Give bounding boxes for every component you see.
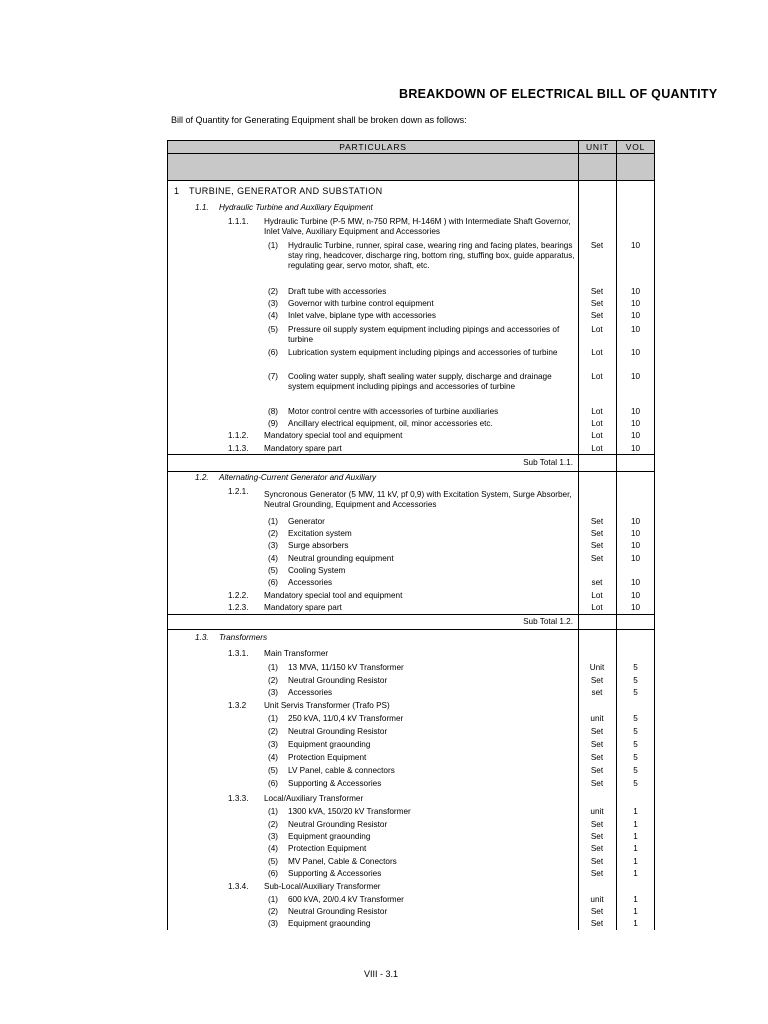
intro-text: Bill of Quantity for Generating Equipment shall be broken down as follows:: [171, 115, 467, 125]
subtotal-1-1-top: [167, 454, 655, 455]
page-title: BREAKDOWN OF ELECTRICAL BILL OF QUANTITY: [399, 87, 718, 101]
header-band: [167, 154, 655, 181]
col-header-unit: UNIT: [578, 140, 617, 154]
table-border-left: [167, 140, 168, 930]
col-header-particulars: PARTICULARS: [167, 140, 579, 154]
page-number: VIII - 3.1: [364, 969, 399, 979]
boq-table: PARTICULARS UNIT VOL 1 TURBINE, GENERATOR AND SUBSTATION 1.1. Hydraulic Turbine and Auxiliary Equipment 1.1.1. Hydraulic Turbine (P-5 MW, n-750 RPM, H-146M ) with Intermediate Shaft Governor, Inlet Valve, Auxiliary Equipment and Accessories (1) Hydraulic Turbine, runner, spiral case, wearing ring and facing plates, bearings stay ring, headcover, discharge ring, bottom ring, stuffing box, guide apparatus, regulating gear, servo motor, shaft, etc. Set 10 (2) Draft tube with accessories Set 10 (3) Governor with turbine control equipment Set 10 (4) Inlet valve, biplane type with accessories Set 10 (5) Pressure oil supply system equipment including pipings and accessories of turbine Lot 10 (6) Lubrication system equipment including pipings and accessories of turbine Lot 10 (7) Cooling water supply, shaft sealing water supply, discharge and drainage system equipment including pipings and accessories of turbine Lot 10 (8) Motor control centre with accessories of turbine auxiliaries Lot 10 (9) Ancillary electrical equipment, oil, minor accessories etc. Lot 10 1.1.2. Mandatory special tool and equipment Lot 10 1.1.3. Mandatory spare part Lot 10 Sub Total 1.1. 1.2. Alternating-Current Generator and Auxiliary 1.2.1. Syncronous Generator (5 MW, 11 kV, pf 0,9) with Excitation System, Surge Absorber, Neutral Grounding, Equipment and Accessories (1) Generator Set 10 (2) Excitation system Set 10 (3) Surge absorbers Set 10 (4) Neutral grounding equipment Set 10 (5) Cooling System (6) Accessories set 10 1.2.2. Mandatory special tool and equipment Lot 10 1.2.3. Mandatory spare part Lot 10 Sub Total 1.2. 1.3. Transformers 1.3.1. Main Transformer (1) 13 MVA, 11/150 kV Transformer Unit 5 (2) Neutral Grounding Resistor Set 5 (3) Accessories set 5 1.3.2 Unit Servis Transformer (Trafo PS) (1) 250 kVA, 11/0,4 kV Transformer unit 5 (2) Neutral Grounding Resistor Set 5 (3) Equipment graounding Set 5 (4) Protection Equipment Set 5 (5) LV Panel, cable & connectors Set 5 (6) Supporting & Accessories Set 5 1.3.3. Local/Auxiliary Transformer (1) 1300 kVA, 150/20 kV Transformer unit 1 (2) Neutral Grounding Resistor Set 1 (3) Equipment graounding Set 1 (4) Protection Equipment Set 1 (5) MV Panel, Cable & Conectors Set 1 (6) Supporting & Accessories Set 1 1.3.4. Sub-Local/Auxiliary Transformer (1) 600 kVA, 20/0.4 kV Transformer unit 1 (2) Neutral Grounding Resistor Set 1 (3) Equipment graounding Set 1: [167, 140, 655, 930]
subtotal-1-1-bottom: [167, 471, 655, 472]
subtotal-1-2-top: [167, 614, 655, 615]
subtotal-1-2-bottom: [167, 629, 655, 630]
col-header-vol: VOL: [616, 140, 655, 154]
